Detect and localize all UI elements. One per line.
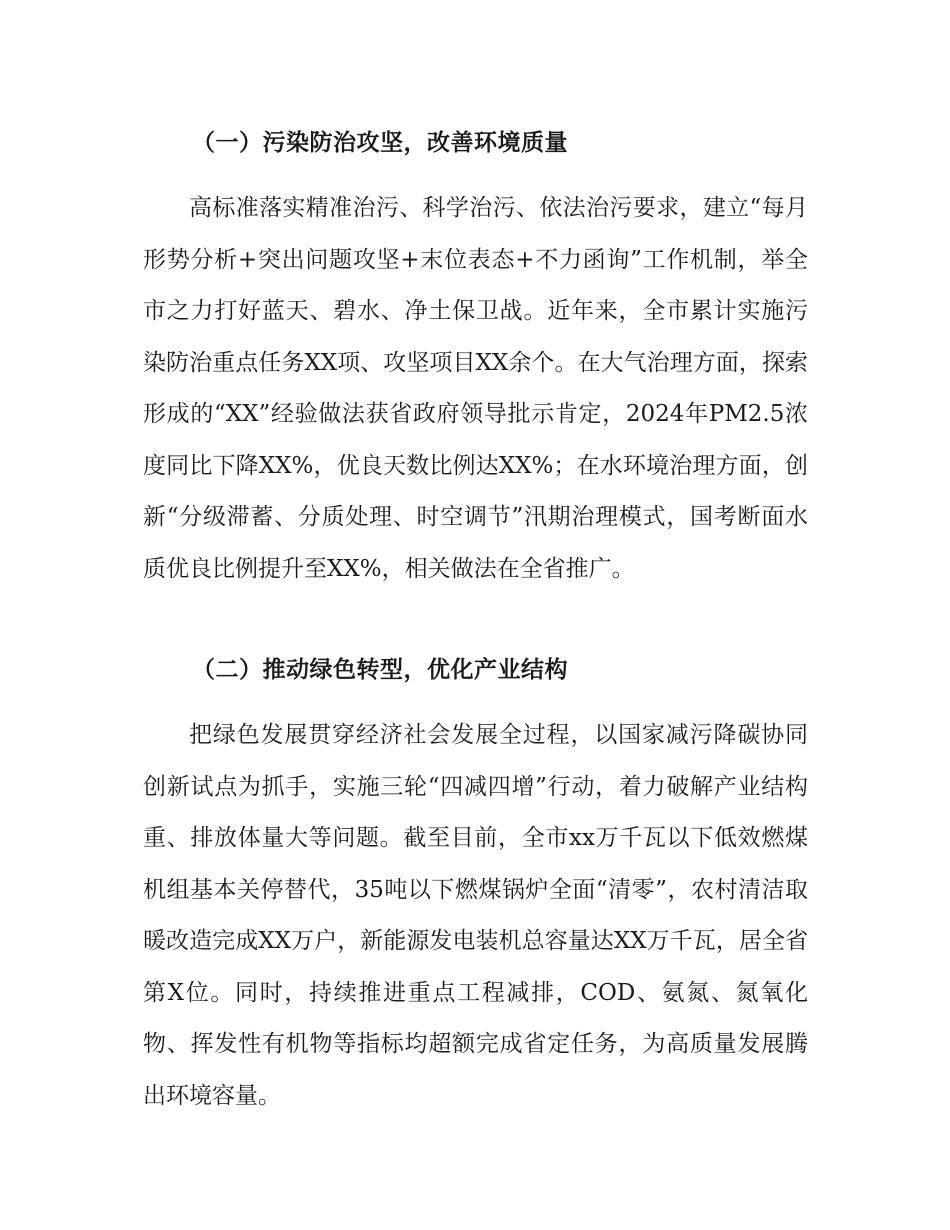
section-paragraph-green-transition: 把绿色发展贯穿经济社会发展全过程，以国家减污降碳协同创新试点为抓手，实施三轮“四减四增”行动，着力破解产业结构重、排放体量大等问题。截至目前，全市xx万千瓦以下低效燃煤机组基本关停替代，35吨以下燃煤锅炉全面“清零”，农村清洁取暖改造完成XX万户，新能源发电装机总容量达XX万千瓦，居全省第X位。同时，持续推进重点工程减排，COD、氨氮、氮氧化物、挥发性有机物等指标均超额完成省定任务，为高质量发展腾出环境容量。 bbox=[143, 722, 808, 1109]
section-heading-green-transition: （二）推动绿色转型，优化产业结构 bbox=[192, 657, 568, 683]
section-paragraph-pollution-control: 高标准落实精准治污、科学治污、依法治污要求，建立“每月形势分析+突出问题攻坚+末位表态+不力函询”工作机制，举全市之力打好蓝天、碧水、净土保卫战。近年来，全市累计实施污染防治重点任务XX项、攻坚项目XX余个。在大气治理方面，探索形成的“XX”经验做法获省政府领导批示肯定，2024年PM2.5浓度同比下降XX%，优良天数比例达XX%；在水环境治理方面，创新“分级滞蓄、分质处理、时空调节”汛期治理模式，国考断面水质优良比例提升至XX%，相关做法在全省推广。 bbox=[143, 195, 808, 582]
section-heading-pollution-control: （一）污染防治攻坚，改善环境质量 bbox=[192, 130, 568, 156]
